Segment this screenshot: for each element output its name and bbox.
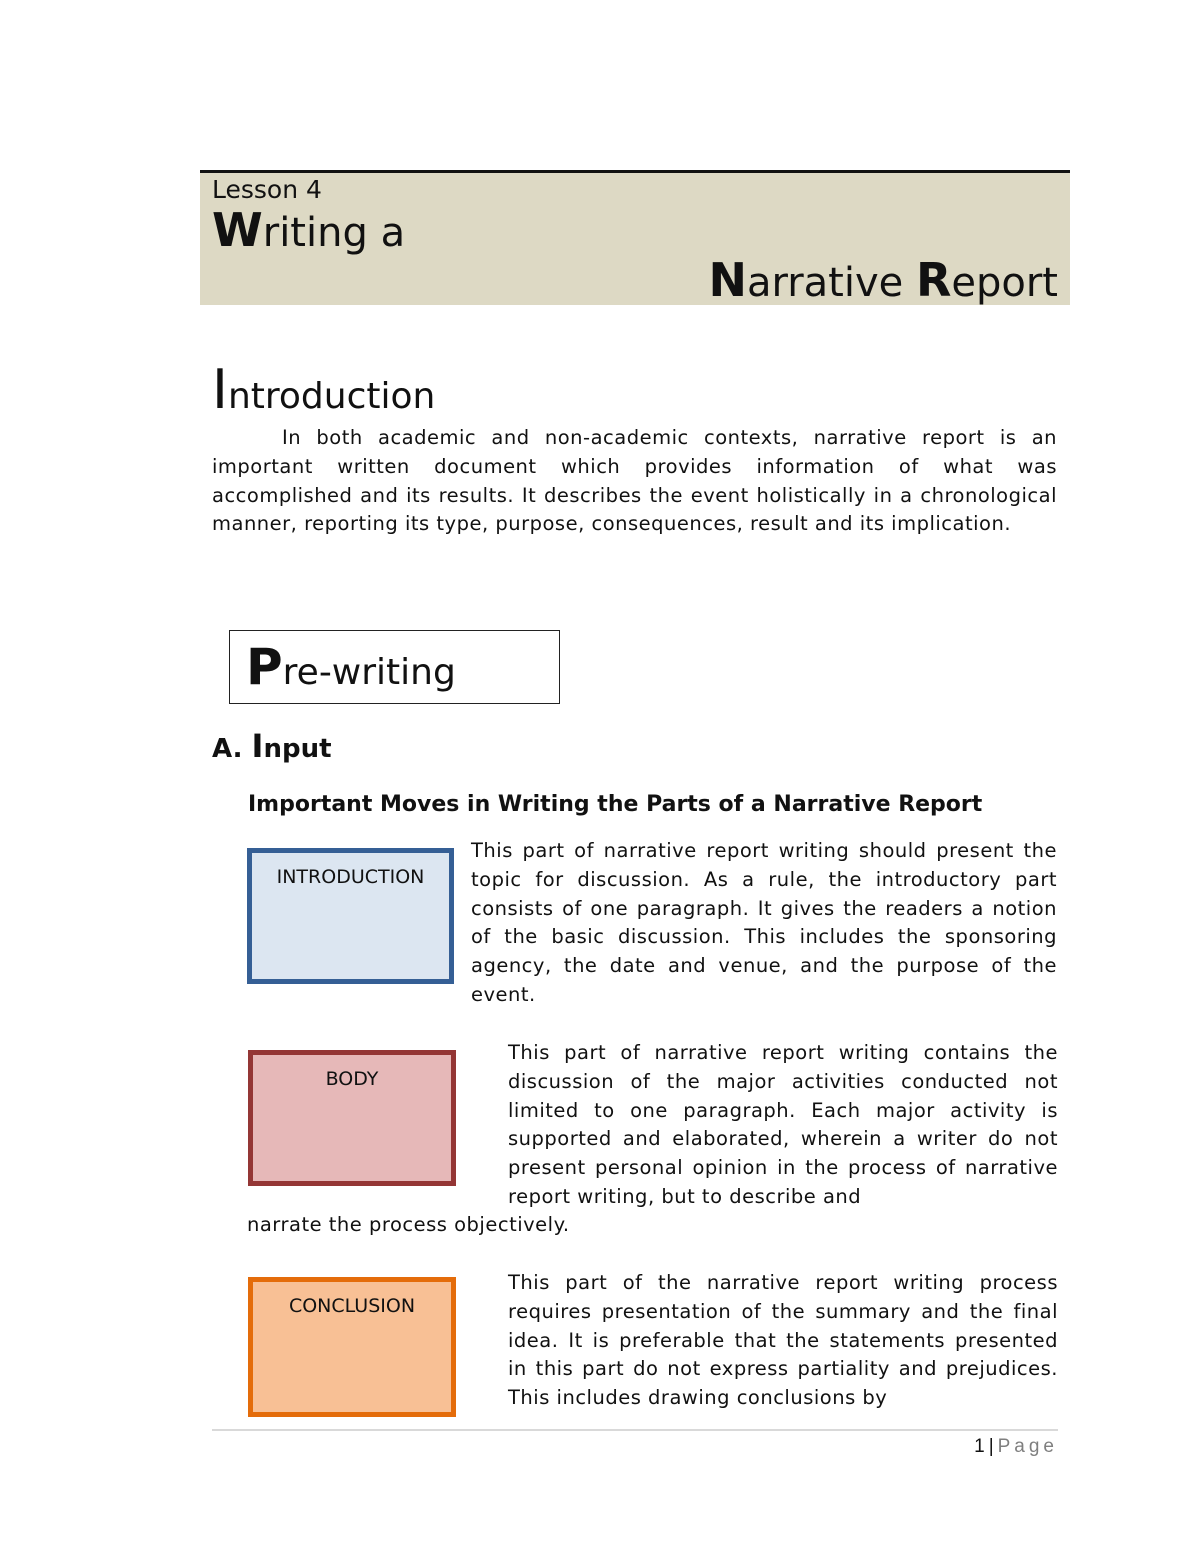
title-line-2-mid: arrative (746, 260, 916, 306)
body-part-description: This part of narrative report writing contains the discussion of the major activities conducted not limited to one paragraph. Each major activity is supported and elaborated, wherein a writer do not present personal opinion in the process of narrative report writing, but to describe and (508, 1041, 1058, 1208)
footer-divider (212, 1429, 1058, 1431)
page-footer (974, 1434, 1058, 1460)
footer-page-word: Page (997, 1436, 1058, 1457)
input-heading-prefix: A. (212, 734, 252, 764)
moves-title: Important Moves in Writing the Parts of a Narrative Report (248, 792, 983, 817)
introduction-heading (212, 360, 435, 427)
prewriting-heading-text: re-writing (282, 652, 456, 693)
prewriting-heading-initial: P (246, 638, 283, 696)
body-part-description-end: narrate the process objectively. (247, 1213, 570, 1236)
title-initial-r: R (915, 253, 952, 307)
prewriting-heading-box (229, 630, 560, 704)
input-heading-text: nput (263, 734, 332, 764)
page-number: 1 (974, 1436, 985, 1457)
title-initial-n: N (708, 253, 747, 307)
lesson-banner (200, 170, 1070, 305)
introduction-heading-initial: I (212, 358, 228, 421)
introduction-part-description: This part of narrative report writing should present the topic for discussion. As a rule, the introductory part consists of one paragraph. It gives the readers a notion of the basic discussion. This includes the sponsoring agency, the date and venue, and the purpose of the event. (471, 839, 1057, 1006)
introduction-part-label: INTRODUCTION (276, 866, 425, 888)
introduction-heading-text: ntroduction (227, 376, 436, 417)
lesson-title-line-2 (708, 253, 1058, 307)
footer-separator: | (988, 1436, 994, 1457)
prewriting-heading (246, 637, 456, 703)
lesson-number: Lesson 4 (212, 175, 322, 204)
introduction-part-box (247, 848, 454, 984)
title-initial-w: W (212, 203, 263, 257)
input-heading-initial: I (251, 727, 264, 765)
body-part-box (248, 1050, 456, 1186)
conclusion-part-label: CONCLUSION (288, 1295, 416, 1317)
lesson-title-line-1 (212, 203, 406, 257)
title-line-2-text: eport (951, 260, 1058, 306)
input-heading (212, 726, 332, 769)
title-line-1-text: riting a (262, 210, 406, 256)
introduction-paragraph: In both academic and non-academic contexts, narrative report is an important written document which provides information of what was accomplished and its results. It describes the event holistically in a chronological manner, reporting its type, purpose, consequences, result and its implication. (212, 426, 1057, 536)
body-part-label: BODY (325, 1068, 379, 1090)
conclusion-part-description: This part of the narrative report writing process requires presentation of the summary and the final idea. It is preferable that the statements presented in this part do not express partiality and prejudices. This includes drawing conclusions by (508, 1271, 1058, 1410)
conclusion-part-box (248, 1277, 456, 1417)
